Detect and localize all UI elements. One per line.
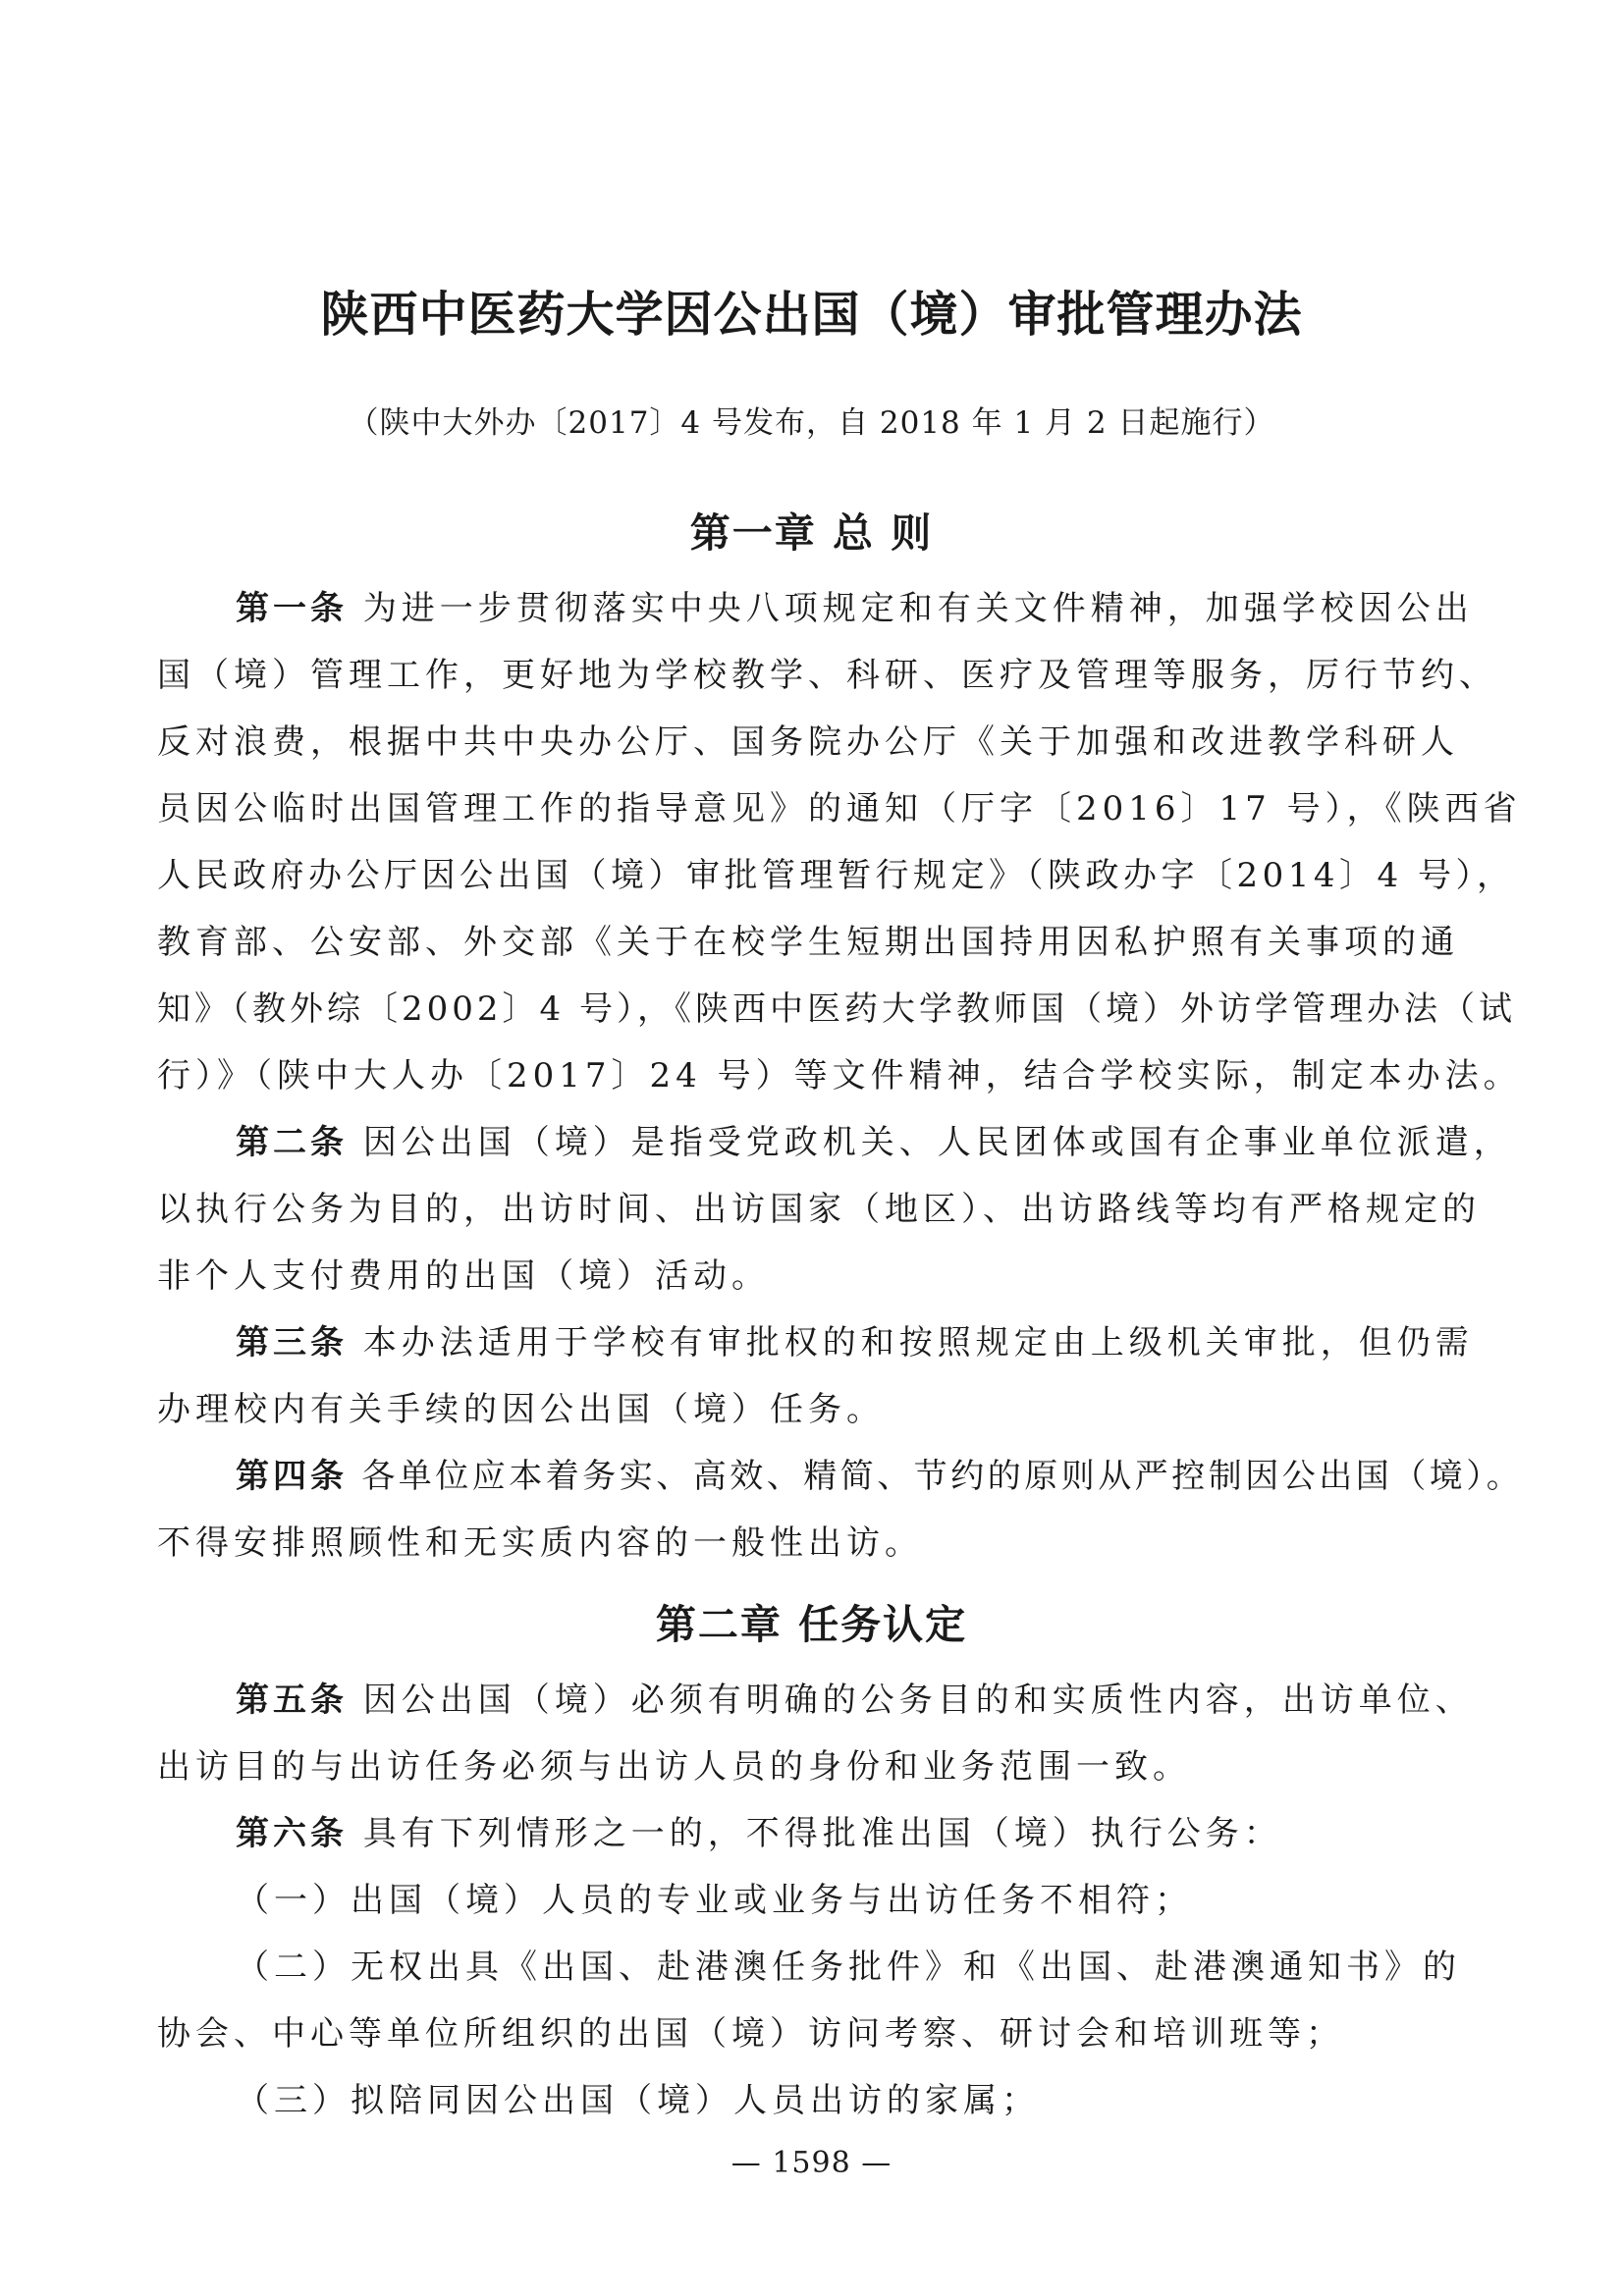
document-title: 陕西中医药大学因公出国（境）审批管理办法 xyxy=(320,287,1303,343)
article-1-line-1 xyxy=(236,587,1474,630)
article-6-line-1 xyxy=(236,1812,1282,1855)
article-5-line-1 xyxy=(236,1679,1474,1722)
article-4-label: 第四条 xyxy=(236,1457,348,1496)
article-1-line-2: 国（境）管理工作，更好地为学校教学、科研、医疗及管理等服务，厉行节约、 xyxy=(157,656,1497,695)
article-1-line-4: 员因公临时出国管理工作的指导意见》的通知（厅字〔2016〕17 号），《陕西省 xyxy=(157,789,1522,828)
article-5-line-2: 出访目的与出访任务必须与出访人员的身份和业务范围一致。 xyxy=(157,1747,1191,1787)
article-5-label: 第五条 xyxy=(236,1681,348,1720)
article-6-item-1: （一）出国（境）人员的专业或业务与出访任务不相符； xyxy=(236,1881,1193,1920)
article-3-line-1 xyxy=(236,1321,1474,1364)
article-2-line-1 xyxy=(236,1121,1512,1164)
article-2-line-2: 以执行公务为目的，出访时间、出访国家（地区）、出访路线等均有严格规定的 xyxy=(157,1190,1481,1229)
article-6-text: 具有下列情形之一的，不得批准出国（境）执行公务： xyxy=(362,1814,1282,1853)
article-1-line-3: 反对浪费，根据中共中央办公厅、国务院办公厅《关于加强和改进教学科研人 xyxy=(157,722,1459,762)
article-4-line-2: 不得安排照顾性和无实质内容的一般性出访。 xyxy=(157,1523,923,1563)
article-2-line-3: 非个人支付费用的出国（境）活动。 xyxy=(157,1256,770,1296)
chapter-2-title: 第二章 任务认定 xyxy=(655,1601,968,1648)
article-1-label: 第一条 xyxy=(236,589,348,628)
article-1-line-8: 行）》（陕中大人办〔2017〕24 号）等文件精神，结合学校实际，制定本办法。 xyxy=(157,1056,1522,1095)
article-1-line-6: 教育部、公安部、外交部《关于在校学生短期出国持用因私护照有关事项的通 xyxy=(157,923,1459,962)
article-6-label: 第六条 xyxy=(236,1814,348,1853)
article-5-text: 因公出国（境）必须有明确的公务目的和实质性内容，出访单位、 xyxy=(362,1681,1474,1720)
chapter-1-title: 第一章 总 则 xyxy=(689,509,934,557)
article-3-text: 本办法适用于学校有审批权的和按照规定由上级机关审批，但仍需 xyxy=(362,1323,1474,1362)
article-2-text: 因公出国（境）是指受党政机关、人民团体或国有企事业单位派遣， xyxy=(362,1123,1512,1162)
article-4-line-1 xyxy=(236,1455,1523,1498)
article-3-line-2: 办理校内有关手续的因公出国（境）任务。 xyxy=(157,1390,885,1429)
page-number: — 1598 — xyxy=(730,2146,893,2180)
article-3-label: 第三条 xyxy=(236,1323,348,1362)
article-2-label: 第二条 xyxy=(236,1123,348,1162)
article-1-line-5: 人民政府办公厅因公出国（境）审批管理暂行规定》（陕政办字〔2014〕4 号）， xyxy=(157,856,1515,895)
article-6-item-2-line-1: （二）无权出具《出国、赴港澳任务批件》和《出国、赴港澳通知书》的 xyxy=(236,1948,1461,1987)
article-1-text: 为进一步贯彻落实中央八项规定和有关文件精神，加强学校因公出 xyxy=(362,589,1474,628)
article-4-text: 各单位应本着务实、高效、精简、节约的原则从严控制因公出国（境）。 xyxy=(361,1457,1524,1496)
article-6-item-2-line-2: 协会、中心等单位所组织的出国（境）访问考察、研讨会和培训班等； xyxy=(157,2014,1344,2054)
article-6-item-3: （三）拟陪同因公出国（境）人员出访的家属； xyxy=(236,2081,1040,2120)
article-1-line-7: 知》（教外综〔2002〕4 号），《陕西中医药大学教师国（境）外访学管理办法（试 xyxy=(157,989,1516,1029)
document-subtitle: （陕中大外办〔2017〕4 号发布，自 2018 年 1 月 2 日起施行） xyxy=(348,405,1275,441)
